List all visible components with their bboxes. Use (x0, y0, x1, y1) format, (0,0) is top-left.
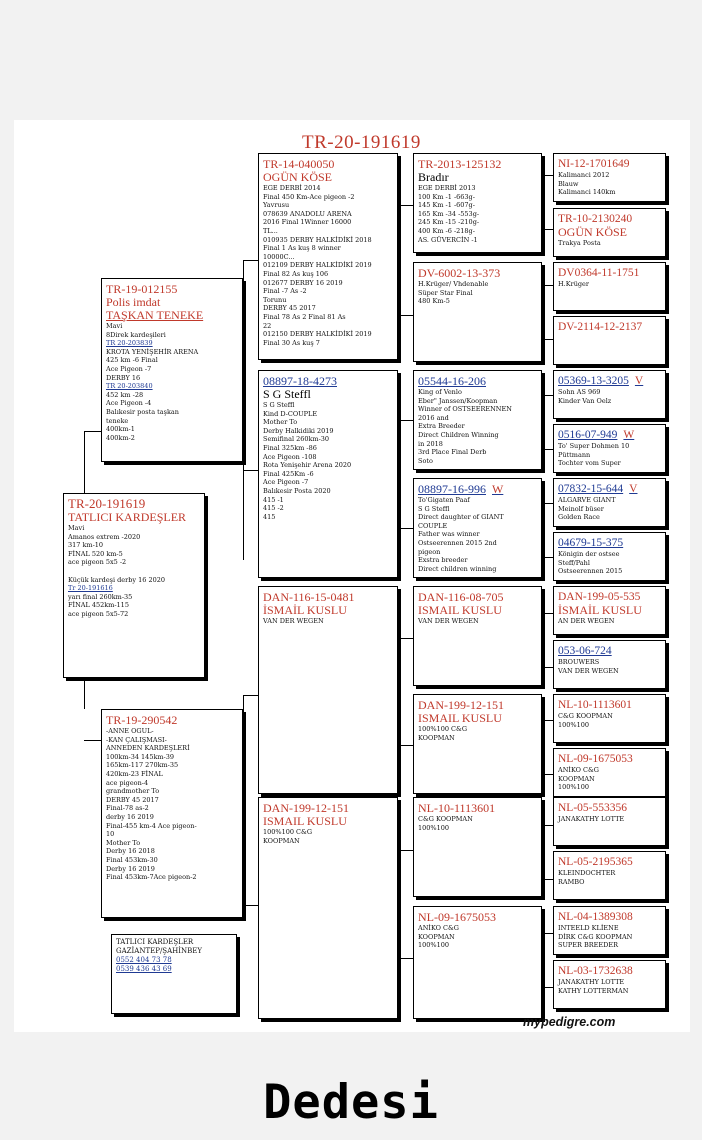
info-line: ace pigeon-4 (106, 778, 149, 787)
info-line: 22 (263, 321, 272, 330)
pigeon-name: S G Steffl (263, 387, 311, 401)
info-line: Winner of OSTSEERENNEN (418, 405, 512, 414)
sire-card[interactable] (101, 278, 243, 462)
ring-number[interactable]: TR-19-290542 (106, 713, 178, 727)
info-line: Derby 16 2019 (106, 864, 155, 873)
info-line: Direct children winning (418, 564, 497, 573)
connector-line (544, 613, 553, 614)
info-line: 317 km-10 (68, 541, 104, 550)
connector-line (400, 420, 413, 421)
info-line: Kind D-COUPLE (263, 409, 318, 418)
info-line: 8Direk kardeşileri (106, 330, 166, 339)
info-line: Mother To (263, 418, 298, 427)
info-line: TR 20-203840 (106, 382, 153, 391)
ancestor-card[interactable] (553, 960, 666, 1009)
info-line: Kalimanci 140km (558, 188, 616, 197)
connector-line (400, 850, 413, 851)
info-line: Tr 20-191616 (68, 584, 113, 593)
info-line: pigeon (418, 547, 441, 556)
sex-tag: W (623, 429, 635, 441)
ring-number[interactable]: NL-09-1675053 (558, 753, 633, 765)
subject-pigeon-card[interactable] (63, 493, 205, 678)
info-line: Exstra breeder (418, 556, 468, 565)
info-line: 012109 DERBY HALKİDİKİ 2019 (263, 261, 372, 270)
connector-line (544, 720, 553, 721)
connector-line (544, 175, 553, 176)
info-line: 420km-23 FİNAL (106, 769, 163, 778)
connector-line (544, 825, 545, 879)
ancestor-card[interactable] (553, 586, 666, 635)
connector-line (544, 395, 553, 396)
connector-line (544, 503, 553, 504)
great-grandparent-card[interactable] (413, 694, 542, 794)
info-line: KATHY LOTTERMAN (558, 986, 629, 995)
ancestor-card[interactable] (553, 370, 666, 419)
info-line: 100%100 C&G (263, 828, 313, 836)
info-line: C&G KOOPMAN (558, 712, 613, 720)
info-line: Balıkesir posta taşkan (106, 407, 179, 416)
ancestor-card[interactable] (553, 316, 666, 365)
ring-number[interactable]: DV-2114-12-2137 (558, 321, 643, 333)
info-line: Final -7 As -2 (263, 287, 307, 296)
grandparent-card[interactable] (258, 797, 398, 1019)
info-line: Final 78 As 2 Final 81 As (263, 312, 346, 321)
owner-name: TAŞKAN TENEKE (106, 308, 204, 322)
info-line: ALGARVE GIANT (558, 496, 616, 504)
info-line: Final 30 As kuş 7 (263, 338, 320, 347)
ring-number[interactable]: TR-20-191619 (68, 496, 146, 511)
info-line: VAN DER WEGEN (418, 617, 479, 625)
info-line: King of Venlo (418, 388, 462, 396)
connector-line (544, 933, 553, 934)
info-line: Soto (418, 456, 433, 465)
info-line: Blauw (558, 179, 579, 188)
owner-contact-card[interactable] (111, 934, 237, 1014)
connector-line (84, 740, 101, 741)
info-line: 165km-117 270km-35 (106, 761, 179, 770)
info-line: Königin der ostsee (558, 550, 620, 558)
info-line: Mavi (106, 322, 123, 330)
sex-tag: V (629, 483, 638, 495)
phone-number[interactable]: 0539 436 43 69 (116, 965, 172, 973)
info-line: 100km-34 145km-39 (106, 752, 175, 761)
grandparent-card[interactable] (258, 586, 398, 794)
info-line: Final-78 as-2 (106, 804, 149, 813)
info-line: Tochter vom Super (558, 459, 621, 468)
info-line: 165 Km -34 -553g- (418, 209, 480, 218)
info-line: Mavi (68, 524, 85, 532)
info-line: 245 Km -15 -210g- (418, 218, 480, 227)
info-line: FİNAL 452km-115 (68, 601, 129, 610)
connector-line (544, 720, 545, 774)
info-line: TL... (263, 226, 278, 235)
info-line: To'Gigaten Paaf (418, 496, 470, 504)
info-line: 452 km -28 (106, 390, 144, 399)
info-line: Trakya Posta (558, 239, 601, 247)
ring-number[interactable]: 04679-15-375 (558, 537, 624, 549)
info-line: 3rd Place Final Derb (418, 448, 487, 457)
info-line: 145 Km -1 -607g- (418, 201, 475, 210)
connector-line (400, 745, 413, 746)
connector-line (400, 205, 413, 206)
info-line: C&G KOOPMAN (418, 815, 473, 823)
info-line: Sohn AS 969 (558, 388, 601, 396)
ancestor-card[interactable] (553, 208, 666, 257)
ring-number[interactable]: NL-03-1732638 (558, 965, 633, 977)
info-line: 2016 and (418, 413, 449, 422)
ring-number[interactable]: 05369-13-3205 V (558, 375, 644, 387)
ring-number[interactable]: TR-14-040050 (263, 157, 335, 171)
ring-number[interactable]: NL-09-1675053 (418, 910, 496, 924)
great-grandparent-card[interactable] (413, 262, 542, 362)
pigeon-name: ISMAIL KUSLU (263, 814, 347, 828)
info-line: 400km-1 (106, 425, 135, 434)
ring-number[interactable]: TR-2013-125132 (418, 157, 502, 171)
caption-text: Dedesi (263, 1075, 439, 1130)
great-grandparent-card[interactable] (413, 153, 542, 253)
info-line: Ace Pigeon -7 (263, 478, 309, 487)
pigeon-name: ISMAIL KUSLU (418, 711, 502, 725)
connector-line (400, 958, 413, 959)
connector-line (544, 395, 545, 449)
sex-tag: W (492, 482, 504, 496)
info-line: Amanos extrem -2020 (68, 532, 141, 541)
phone-number[interactable]: 0552 404 73 78 (116, 956, 172, 964)
ring-number[interactable]: NL-05-2195365 (558, 856, 633, 868)
info-line: Kinder Van Oelz (558, 396, 612, 405)
connector-line (400, 315, 413, 316)
info-line: 012150 DERBY HALKİDİKİ 2019 (263, 330, 372, 339)
ancestor-card[interactable] (553, 748, 666, 797)
info-line: 10 (106, 830, 115, 839)
info-line: 415 -2 (263, 504, 284, 513)
info-line: 100 Km -1 -663g- (418, 192, 475, 201)
info-line: 100%100 C&G (418, 725, 468, 733)
pigeon-name: OGÜN KÖSE (558, 225, 627, 239)
info-line: KOOPMAN (418, 932, 455, 941)
info-line: COUPLE (418, 521, 448, 530)
info-line: 100%100 (418, 941, 449, 950)
ring-number[interactable]: DAN-199-12-151 (263, 801, 349, 815)
info-line: JANAKATHY LOTTE (558, 815, 625, 823)
connector-line (243, 260, 258, 261)
info-line: Balıkesir Posta 2020 (263, 486, 331, 495)
ring-number[interactable]: NL-10-1113601 (558, 699, 632, 711)
info-line: Steff/Pahl (558, 558, 590, 567)
great-grandparent-card[interactable] (413, 370, 542, 470)
connector-line (544, 879, 553, 880)
info-line: 100%100 (558, 783, 589, 792)
info-line: -ANNE OGUL- (106, 727, 154, 735)
sex-tag: V (634, 375, 644, 387)
info-line: 100%100 (558, 720, 589, 729)
pigeon-name: ISMAIL KUSLU (418, 603, 502, 617)
info-line: H.Krüger (558, 280, 589, 288)
pedigree-title: TR-20-191619 (302, 132, 421, 153)
info-line: 400 Km -6 -218g- (418, 226, 475, 235)
connector-line (400, 528, 413, 529)
ring-number[interactable]: DV-6002-13-373 (418, 266, 501, 280)
ring-number[interactable]: 05544-16-206 (418, 374, 486, 388)
ring-number[interactable]: 0516-07-949 W (558, 429, 635, 441)
connector-line (544, 774, 553, 775)
ancestor-card[interactable] (553, 153, 666, 202)
info-line: Küçük kardeşi derby 16 2020 (68, 575, 166, 584)
info-line: AS. GÜVERCİN -1 (418, 235, 478, 244)
info-line: ANİKO C&G (418, 924, 459, 932)
info-line: ANİKO C&G (558, 766, 599, 774)
info-line: Ace Pigeon -4 (106, 399, 152, 408)
connector-line (544, 933, 545, 987)
connector-line (544, 825, 553, 826)
ancestor-card[interactable] (553, 262, 666, 311)
info-line: 400km-2 (106, 433, 135, 442)
info-line: Golden Race (558, 513, 600, 522)
connector-line (544, 449, 553, 450)
info-line: 010935 DERBY HALKİDİKİ 2018 (263, 235, 372, 244)
info-line: Direct daughter of GIANT (418, 513, 504, 522)
pigeon-name: İSMAİL KUSLU (263, 603, 347, 617)
info-line: Extra Breeder (418, 422, 465, 431)
connector-line (84, 431, 101, 432)
ring-number[interactable]: DAN-199-05-535 (558, 591, 641, 603)
connector-line (544, 503, 545, 557)
info-line: KLEINDOCHTER (558, 869, 616, 877)
info-line: SUPER BREEDER (558, 941, 619, 950)
ancestor-card[interactable] (553, 424, 666, 473)
info-line: Mother To (106, 838, 141, 847)
great-grandparent-card[interactable] (413, 478, 542, 578)
info-line: DİRK C&G KOOPMAN (558, 932, 633, 941)
connector-line (243, 695, 244, 905)
info-line: KOOPMAN (418, 733, 455, 742)
ancestor-card[interactable] (553, 797, 666, 846)
info-line: Yavrusu (263, 201, 290, 210)
info-line: Derby Halkidiki 2019 (263, 426, 334, 435)
ancestor-card[interactable] (553, 694, 666, 743)
info-line: teneke (106, 416, 129, 425)
info-line: BROUWERS (558, 658, 600, 666)
info-line: JANAKATHY LOTTE (558, 978, 625, 986)
connector-line (544, 339, 553, 340)
info-line (68, 567, 200, 576)
info-line: ANNEDEN KARDEŞLERİ (106, 744, 190, 753)
dam-card[interactable] (101, 709, 243, 918)
info-line: 415 -1 (263, 495, 284, 504)
info-line: EGE DERBİ 2014 (263, 184, 321, 192)
connector-line (400, 420, 401, 530)
info-line: 078639 ANADOLU ARENA (263, 209, 352, 218)
info-line: 415 (263, 512, 276, 521)
ring-number[interactable]: DAN-116-08-705 (418, 590, 504, 604)
connector-line (544, 557, 553, 558)
owner-line: GAZİANTEP/ŞAHİNBEY (116, 947, 203, 955)
info-line: 2016 Final 1Winner 16000 (263, 218, 352, 227)
info-line: Final 1 As kuş 8 winner (263, 244, 341, 253)
great-grandparent-card[interactable] (413, 797, 542, 897)
info-line: VAN DER WEGEN (263, 617, 324, 625)
ring-number[interactable]: NL-05-553356 (558, 802, 627, 814)
great-grandparent-card[interactable] (413, 906, 542, 1019)
great-grandparent-card[interactable] (413, 586, 542, 686)
info-line: DERBY 45 2017 (263, 304, 316, 313)
connector-line (243, 905, 258, 906)
info-line: 012677 DERBY 16 2019 (263, 278, 343, 287)
connector-line (243, 470, 258, 471)
info-line: AN DER WEGEN (558, 617, 615, 625)
info-line: Derby 16 2018 (106, 847, 155, 856)
info-line: grandmother To (106, 787, 160, 796)
info-line: yarı final 260km-35 (68, 592, 133, 601)
pigeon-name: Polis imdat (106, 295, 161, 309)
ancestor-card[interactable] (553, 640, 666, 689)
info-line: 100%100 (418, 823, 449, 832)
ring-number[interactable]: DAN-199-12-151 (418, 698, 504, 712)
info-line: Eber" Janssen/Koopman (418, 396, 498, 405)
grandparent-card[interactable] (258, 370, 398, 578)
ring-number[interactable]: NI-12-1701649 (558, 158, 630, 170)
info-line: To' Super Dohmen 10 (558, 442, 630, 450)
connector-line (544, 613, 545, 667)
ancestor-card[interactable] (553, 478, 666, 527)
info-line: KOOPMAN (558, 774, 595, 783)
ring-number[interactable]: TR-10-2130240 (558, 213, 633, 225)
info-line: DERBY 16 (106, 373, 141, 382)
ring-number[interactable]: TR-19-012155 (106, 282, 178, 296)
connector-line (544, 285, 553, 286)
connector-line (544, 175, 545, 229)
info-line: ace pigeon 5x5 -2 (68, 558, 127, 567)
info-line: Final 325km -86 (263, 443, 317, 452)
ring-number[interactable]: 07832-15-644 V (558, 483, 638, 495)
ring-number[interactable]: 08897-16-996 W (418, 482, 504, 496)
info-line: derby 16 2019 (106, 812, 154, 821)
info-line: Ace Pigeon -108 (263, 452, 317, 461)
connector-line (544, 987, 553, 988)
info-line: 425 km -6 Final (106, 356, 158, 365)
info-line: Final 450 Km-Ace pigeon -2 (263, 192, 355, 201)
info-line: 10000C... (263, 252, 295, 261)
connector-line (84, 678, 85, 709)
pigeon-name: TATLICI KARDEŞLER (68, 510, 187, 524)
ring-number[interactable]: 08897-18-4273 (263, 374, 337, 388)
connector-line (400, 638, 413, 639)
ancestor-card[interactable] (553, 532, 666, 581)
connector-line (544, 285, 545, 339)
info-line: Rota Yenişehir Arena 2020 (263, 461, 352, 470)
info-line: TR 20-203839 (106, 339, 153, 348)
info-line: Süper Star Final (418, 288, 473, 297)
info-line: EGE DERBİ 2013 (418, 184, 476, 192)
ring-number[interactable]: NL-04-1389308 (558, 911, 633, 923)
connector-line (243, 260, 244, 560)
info-line: Father was winner (418, 530, 480, 539)
info-line: Final-455 km-4 Ace pigeon- (106, 821, 197, 830)
pigeon-name: İSMAİL KUSLU (558, 603, 642, 617)
ring-number[interactable]: DAN-116-15-0481 (263, 590, 355, 604)
info-line: Final 425Km -6 (263, 469, 314, 478)
connector-line (400, 850, 401, 960)
info-line: ace pigeon 5x5-72 (68, 609, 129, 618)
ring-number[interactable]: DV0364-11-1751 (558, 267, 640, 279)
mypedigre-logo[interactable]: mypedigre.com (523, 1015, 616, 1029)
info-line: Semifinal 260km-30 (263, 435, 330, 444)
connector-line (544, 667, 553, 668)
info-line: RAMBO (558, 877, 585, 886)
connector-line (400, 638, 401, 748)
info-line: Püttmann (558, 450, 591, 459)
info-line: S G Steffl (418, 504, 450, 513)
info-line: FİNAL 520 km-5 (68, 549, 123, 558)
owner-line: TATLICI KARDEŞLER (116, 938, 194, 946)
connector-line (84, 431, 85, 493)
info-line: KROTA YENİŞEHİR ARENA (106, 347, 199, 356)
info-line: Final 453km-30 (106, 855, 158, 864)
info-line: Ostseerennen 2015 2nd (418, 538, 497, 547)
info-line: Direct Children Winning (418, 430, 499, 439)
info-line: Final 453km-7Ace pigeon-2 (106, 873, 197, 882)
pigeon-name: OGÜN KÖSE (263, 170, 332, 184)
info-line: KOOPMAN (263, 836, 300, 845)
info-line: Meinolf büser (558, 504, 604, 513)
info-line: -KAN ÇALIŞMASI- (106, 735, 167, 744)
info-line: Ace Pigeon -7 (106, 364, 152, 373)
info-line: Kalimanci 2012 (558, 171, 610, 179)
ring-number[interactable]: NL-10-1113601 (418, 801, 496, 815)
info-line: H.Krüger/ Vhdenable (418, 280, 489, 288)
info-line: DERBY 45 2017 (106, 795, 159, 804)
info-line: in 2018 (418, 439, 443, 448)
connector-line (544, 229, 553, 230)
info-line: Final 82 As kuş 106 (263, 269, 329, 278)
pigeon-name: Bradır (418, 170, 449, 184)
info-line: VAN DER WEGEN (558, 666, 619, 675)
ancestor-card[interactable] (553, 906, 666, 955)
info-line: Ostseerennen 2015 (558, 567, 623, 576)
ring-number[interactable]: 053-06-724 (558, 645, 612, 657)
grandparent-card[interactable] (258, 153, 398, 360)
info-line: S G Steffl (263, 401, 295, 409)
info-line: 480 Km-5 (418, 297, 450, 306)
info-line: Torunu (263, 295, 287, 304)
connector-line (400, 205, 401, 320)
ancestor-card[interactable] (553, 851, 666, 900)
connector-line (243, 695, 258, 696)
info-line: INTEELD KLİENE (558, 924, 619, 932)
